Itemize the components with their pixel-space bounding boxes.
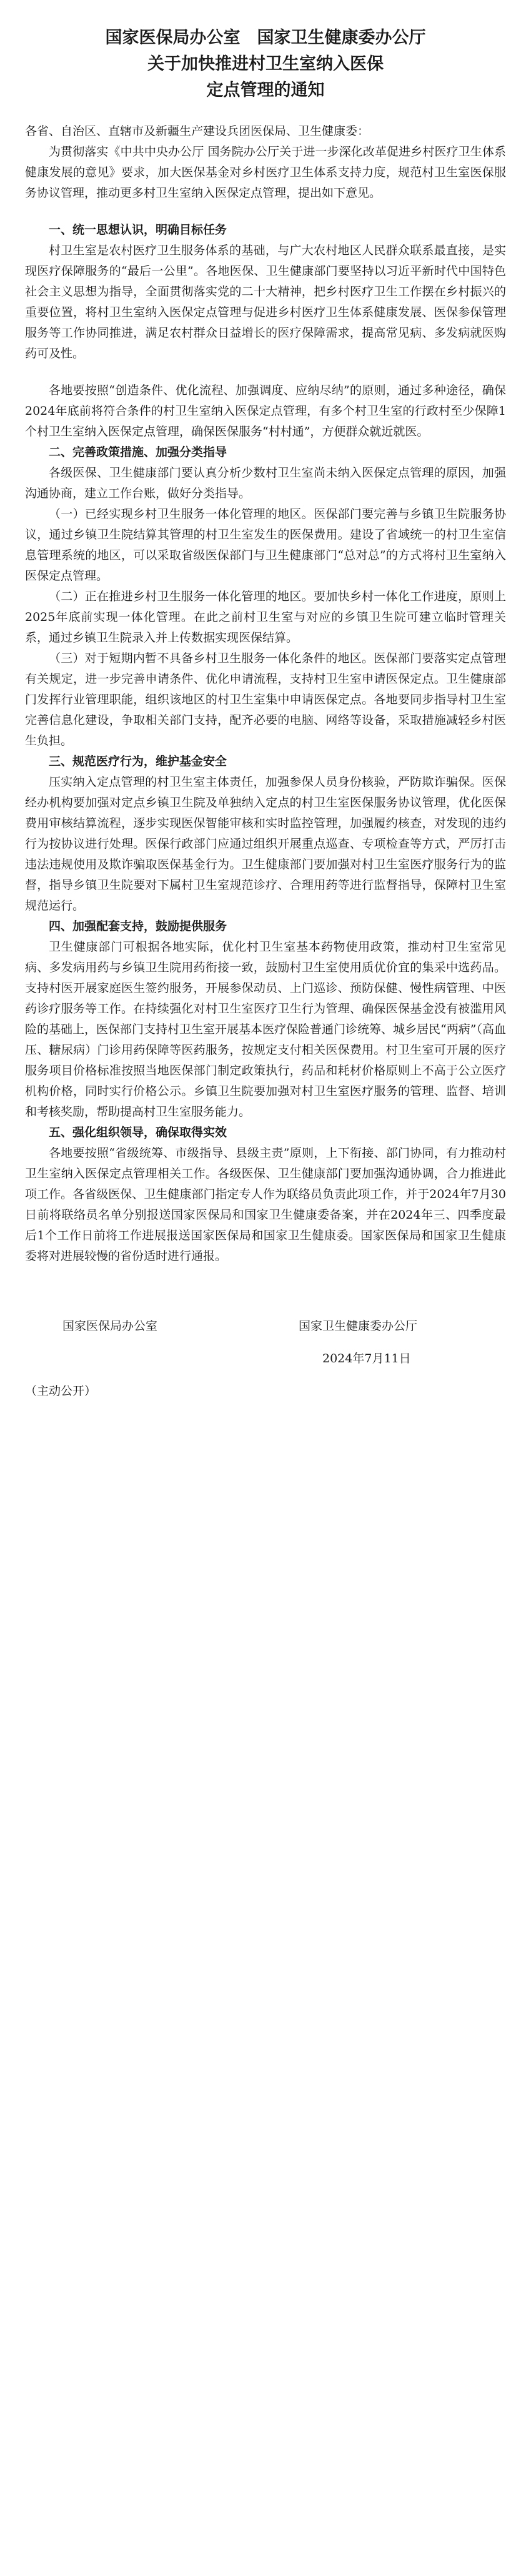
signature-block bbox=[25, 1317, 506, 1454]
section-5-paragraph-1: 各地要按照“省级统筹、市级指导、县级主责”原则，上下衔接、部门协同，有力推动村卫生室纳入医保定点管理相关工作。各级医保、卫生健康部门要加强沟通协调，合力推进此项工作。各省级医保、卫生健康部门指定专人作为联络员负责此项工作，并于2024年7月30日前将联络员名单分别报送国家医保局和国家卫生健康委备案，并在2024年三、四季度最后1个工作日前将工作进展报送国家医保局和国家卫生健康委。国家医保局和国家卫生健康委将对进展较慢的省份适时进行通报。 bbox=[25, 1146, 506, 1263]
section-4-heading: 四、加强配套支持，鼓励提供服务 bbox=[49, 919, 227, 933]
section-2-paragraph-1: 各级医保、卫生健康部门要认真分析少数村卫生室尚未纳入医保定点管理的原因，加强沟通协商，建立工作台账，做好分类指导。 bbox=[25, 466, 506, 500]
document-title bbox=[25, 25, 506, 104]
section-1-paragraph-2: 各地要按照“创造条件、优化流程、加强调度、应纳尽纳”的原则，通过多种途径，确保2024年底前将符合条件的村卫生室纳入医保定点管理，有多个村卫生室的行政村至少保障1个村卫生室纳入医保定点管理，确保医保服务“村村通”，方便群众就近就医。 bbox=[25, 384, 506, 438]
publication-note: （主动公开） bbox=[25, 1384, 97, 1398]
section-4-paragraph-1: 卫生健康部门可根据各地实际，优化村卫生室基本药物使用政策，推动村卫生室常见病、多发病用药与乡镇卫生院用药衔接一致，鼓励村卫生室使用质优价宜的集采中选药品。支持村医开展家庭医生签约服务，开展参保动员、上门巡诊、预防保健、慢性病管理、中医药诊疗服务等工作。在持续强化对村卫生室医疗卫生行为管理、确保医保基金没有被滥用风险的基础上，医保部门支持村卫生室开展基本医疗保险普通门诊统筹、城乡居民“两病”（高血压、糖尿病）门诊用药保障等医药服务，按规定支付相关医保费用。村卫生室可开展的医疗服务项目价格标准按照当地医保部门制定政策执行，药品和耗材价格原则上不高于公立医疗机构价格，同时实行价格公示。乡镇卫生院要加强对村卫生室医疗服务的管理、监督、培训和考核奖励，帮助提高村卫生室服务能力。 bbox=[25, 940, 506, 1119]
signature-issuer-left: 国家医保局办公室 bbox=[62, 1319, 158, 1333]
signature-issuer-right: 国家卫生健康委办公厅 bbox=[299, 1319, 418, 1333]
title-line-3: 定点管理的通知 bbox=[206, 81, 325, 100]
salutation: 各省、自治区、直辖市及新疆生产建设兵团医保局、卫生健康委： bbox=[25, 124, 370, 138]
section-2-paragraph-3: （二）正在推进乡村卫生服务一体化管理的地区。要加快乡村一体化工作进度，原则上2025年底前实现一体化管理。在此之前村卫生室与对应的乡镇卫生院可建立临时管理关系，通过乡镇卫生院录入并上传数据实现医保结算。 bbox=[25, 590, 506, 645]
section-3-heading: 三、规范医疗行为，维护基金安全 bbox=[49, 755, 227, 768]
section-2-paragraph-2: （一）已经实现乡村卫生服务一体化管理的地区。医保部门要完善与乡镇卫生院服务协议，通过乡镇卫生院结算其管理的村卫生室发生的医保费用。建设了省域统一的村卫生室信息管理系统的地区，可以采取省级医保部门与卫生健康部门“总对总”的方式将村卫生室纳入医保定点管理。 bbox=[25, 507, 506, 583]
signature-date: 2024年7月11日 bbox=[322, 1352, 411, 1365]
section-2-heading: 二、完善政策措施、加强分类指导 bbox=[49, 445, 227, 459]
document-page bbox=[25, 25, 506, 1454]
section-1-heading: 一、统一思想认识，明确目标任务 bbox=[49, 223, 227, 237]
section-3-paragraph-1: 压实纳入定点管理的村卫生室主体责任，加强参保人员身份核验，严防欺诈骗保。医保经办机构要加强对定点乡镇卫生院及单独纳入定点的村卫生室医保服务协议管理，优化医保费用审核结算流程，逐步实现医保智能审核和实时监控管理，加强履约核查，对发现的违约行为按协议进行处理。医保行政部门应通过组织开展重点巡查、专项检查等方式，严厉打击违法违规使用及欺诈骗取医保基金行为。卫生健康部门要加强对村卫生室医疗服务行为的监督，指导乡镇卫生院要对下属村卫生室规范诊疗、合理用药等进行监督指导，保障村卫生室规范运行。 bbox=[25, 775, 506, 913]
section-5-heading: 五、强化组织领导，确保取得实效 bbox=[49, 1126, 227, 1139]
intro-paragraph: 为贯彻落实《中共中央办公厅 国务院办公厅关于进一步深化改革促进乡村医疗卫生体系健康发展的意见》要求，加大医保基金对乡村医疗卫生体系支持力度，规范村卫生室医保服务协议管理，推动更多村卫生室纳入医保定点管理，提出如下意见。 bbox=[25, 145, 506, 200]
title-line-1: 国家医保局办公室 国家卫生健康委办公厅 bbox=[105, 28, 426, 47]
title-line-2: 关于加快推进村卫生室纳入医保 bbox=[147, 54, 384, 74]
section-2-paragraph-4: （三）对于短期内暂不具备乡村卫生服务一体化条件的地区。医保部门要落实定点管理有关规定，进一步完善申请条件、优化申请流程，支持村卫生室申请医保定点。卫生健康部门发挥行业管理职能，组织该地区的村卫生室集中申请医保定点。各地要同步指导村卫生室完善信息化建设，争取相关部门支持，配齐必要的电脑、网络等设备，采取措施减轻乡村医生负担。 bbox=[25, 651, 506, 748]
section-1-paragraph-1: 村卫生室是农村医疗卫生服务体系的基础，与广大农村地区人民群众联系最直接，是实现医疗保障服务的“最后一公里”。各地医保、卫生健康部门要坚持以习近平新时代中国特色社会主义思想为指导，全面贯彻落实党的二十大精神，把乡村医疗卫生工作摆在乡村振兴的重要位置，将村卫生室纳入医保定点管理与促进乡村医疗卫生体系健康发展、医保参保管理服务等工作协同推进，满足农村群众日益增长的医疗保障需求，提高常见病、多发病就医购药可及性。 bbox=[25, 244, 506, 360]
